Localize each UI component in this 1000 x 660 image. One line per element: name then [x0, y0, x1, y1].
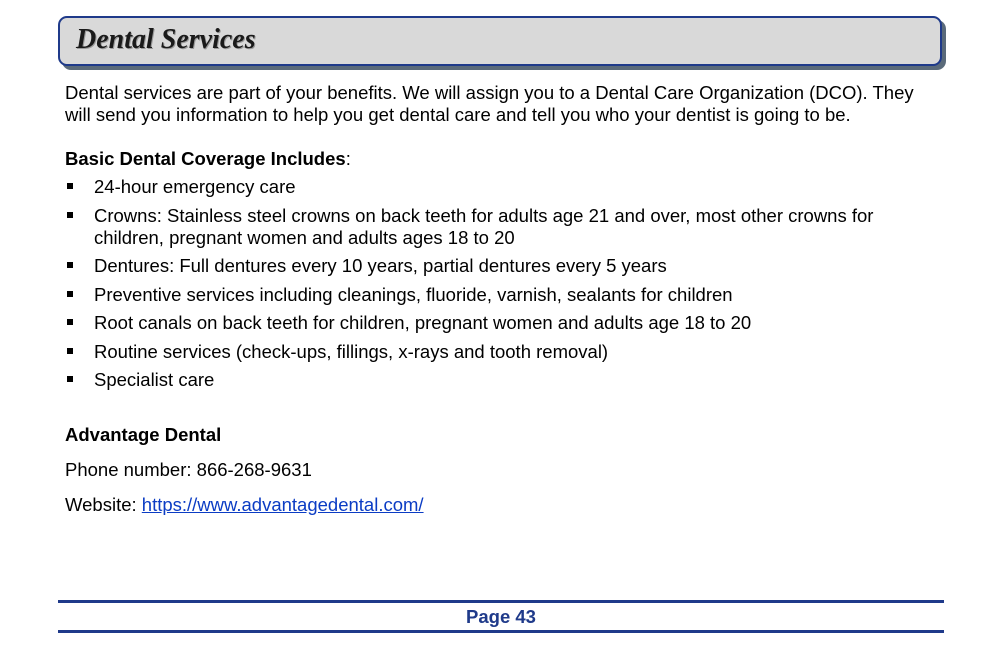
square-bullet-icon [67, 291, 73, 297]
list-item [65, 205, 935, 249]
website-line [65, 494, 935, 516]
footer-divider-top [58, 600, 944, 603]
list-item [65, 369, 935, 391]
list-item-text: Routine services (check-ups, fillings, x-rays and tooth removal) [94, 340, 609, 362]
square-bullet-icon [67, 319, 73, 325]
phone-label: Phone number: [65, 459, 197, 480]
provider-name: Advantage Dental [65, 424, 222, 445]
page-number: Page 43 [466, 606, 536, 627]
list-item [65, 341, 935, 363]
list-item [65, 312, 935, 334]
list-item-text: Preventive services including cleanings, fluoride, varnish, sealants for children [94, 283, 733, 305]
coverage-heading-text: Basic Dental Coverage Includes [65, 148, 346, 169]
website-label: Website: [65, 494, 142, 515]
square-bullet-icon [67, 376, 73, 382]
website-link[interactable]: https://www.advantagedental.com/ [141, 494, 424, 515]
main-content [65, 82, 935, 516]
square-bullet-icon [67, 212, 73, 218]
list-item-text: 24-hour emergency care [94, 176, 296, 197]
list-item [65, 284, 935, 306]
coverage-list [65, 176, 935, 391]
intro-paragraph: Dental services are part of your benefits. We will assign you to a Dental Care Organization (DCO). They will send you information to help you get dental care and tell you who your dentist is going to be. [65, 82, 914, 125]
phone-number: 866-268-9631 [196, 459, 312, 480]
page-title: Dental Services [76, 24, 256, 55]
square-bullet-icon [67, 183, 73, 189]
list-item [65, 176, 935, 198]
list-item-text: Specialist care [94, 369, 215, 390]
coverage-heading-colon: : [345, 148, 351, 169]
phone-line [65, 459, 935, 481]
list-item-text: Crowns: Stainless steel crowns on back teeth for adults age 21 and over, most other crowns for children, pregnant women and adults ages 18 to 20 [94, 204, 874, 248]
section-header [58, 16, 942, 66]
square-bullet-icon [67, 262, 73, 268]
list-item-text: Root canals on back teeth for children, pregnant women and adults age 18 to 20 [94, 312, 752, 333]
coverage-heading [65, 148, 935, 170]
square-bullet-icon [67, 348, 73, 354]
list-item-text: Dentures: Full dentures every 10 years, partial dentures every 5 years [94, 255, 667, 276]
list-item [65, 255, 935, 277]
footer-divider-bottom [58, 630, 944, 633]
